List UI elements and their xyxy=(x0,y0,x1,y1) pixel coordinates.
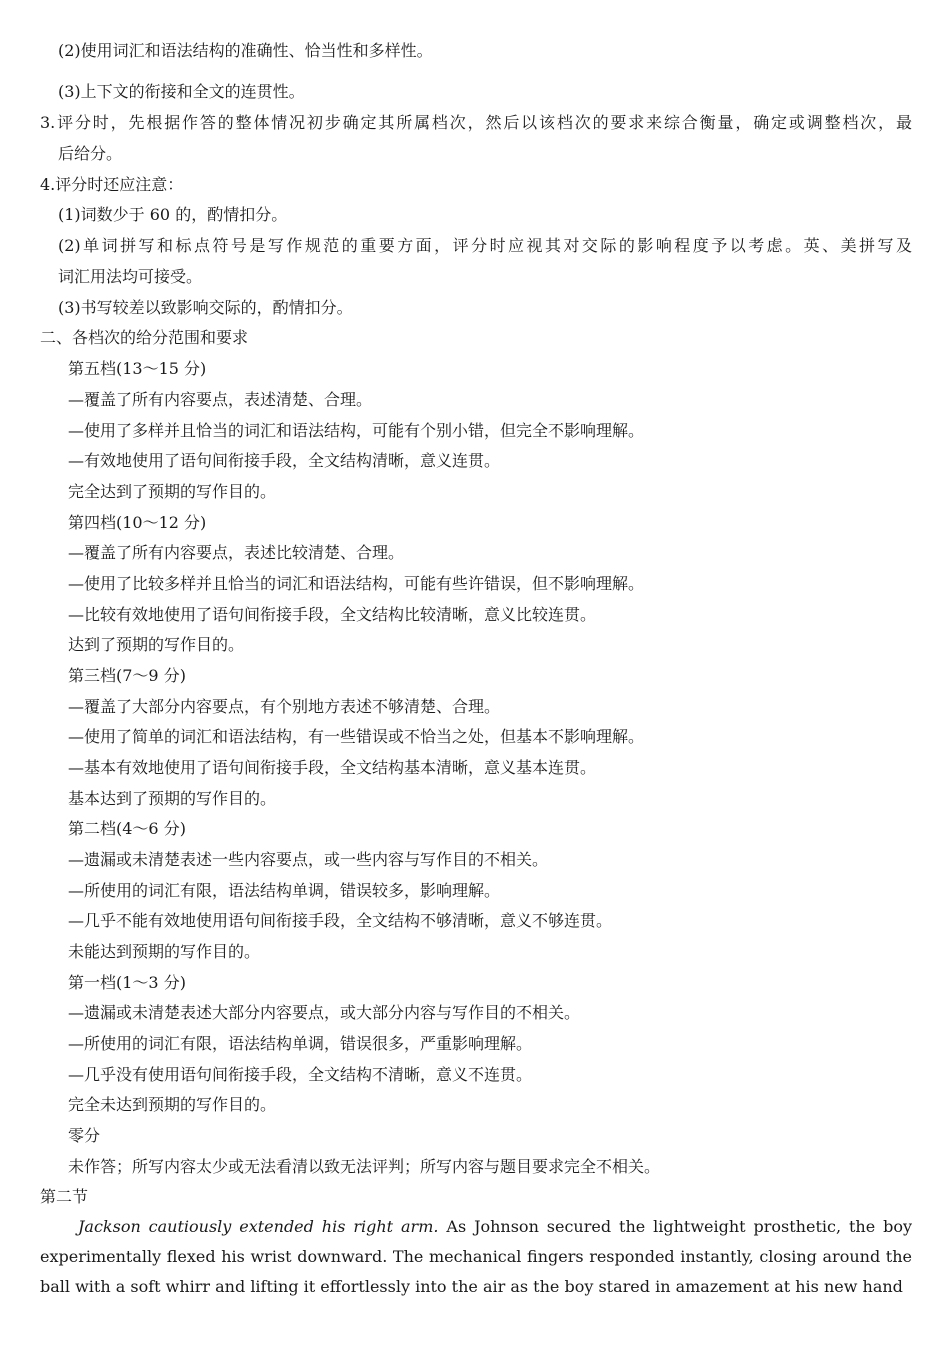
level-1-item: —所使用的词汇有限，语法结构单调，错误很多，严重影响理解。 xyxy=(68,1034,533,1053)
level-2-title: 第二档(4～6 分) xyxy=(68,819,186,838)
level-4-title: 第四档(10～12 分) xyxy=(68,513,207,532)
passage-line-1-rest: As Johnson secured the lightweight prosthetic, the boy xyxy=(438,1217,912,1236)
note-2-line-1: (2)单词拼写和标点符号是写作规范的重要方面，评分时应视其对交际的影响程度予以考虑。英、美拼写及 xyxy=(58,236,912,255)
level-2-item: —遗漏或未清楚表述一些内容要点，或一些内容与写作目的不相关。 xyxy=(68,850,549,869)
clipped-top-line: (2)使用词汇和语法结构的准确性、恰当性和多样性。 xyxy=(58,41,433,60)
level-1-item: —遗漏或未清楚表述大部分内容要点，或大部分内容与写作目的不相关。 xyxy=(68,1003,581,1022)
level-1-item: —几乎没有使用语句间衔接手段，全文结构不清晰，意义不连贯。 xyxy=(68,1065,533,1084)
note-1: (1)词数少于 60 的，酌情扣分。 xyxy=(58,205,288,224)
level-4-item: —比较有效地使用了语句间衔接手段，全文结构比较清晰，意义比较连贯。 xyxy=(68,605,597,624)
section-2-heading: 二、各档次的给分范围和要求 xyxy=(40,328,249,347)
level-3-item: —覆盖了大部分内容要点，有个别地方表述不够清楚、合理。 xyxy=(68,697,501,716)
passage-italic-sentence: Jackson cautiously extended his right arm. xyxy=(78,1217,439,1236)
passage-line-2: experimentally flexed his wrist downward. The mechanical fingers responded instantly, closing around the xyxy=(40,1247,912,1266)
level-3-item: —基本有效地使用了语句间衔接手段，全文结构基本清晰，意义基本连贯。 xyxy=(68,758,597,777)
rule-4: 4.评分时还应注意： xyxy=(40,175,184,194)
level-4-item: —覆盖了所有内容要点，表述比较清楚、合理。 xyxy=(68,543,405,562)
passage-line-1 xyxy=(78,1216,912,1238)
level-1-item: 完全未达到预期的写作目的。 xyxy=(68,1095,277,1114)
rule-3-line-1: 3.评分时，先根据作答的整体情况初步确定其所属档次，然后以该档次的要求来综合衡量，确定或调整档次，最 xyxy=(40,113,912,132)
note-2-line-2: 词汇用法均可接受。 xyxy=(58,267,203,286)
criteria-item-3: (3)上下文的衔接和全文的连贯性。 xyxy=(58,82,305,101)
level-5-item: 完全达到了预期的写作目的。 xyxy=(68,482,277,501)
clipped-bottom-line: ball with a soft whirr and lifting it effortlessly into the air as the boy stared in amazement at his new hand xyxy=(40,1277,903,1296)
level-5-item: —有效地使用了语句间衔接手段，全文结构清晰，意义连贯。 xyxy=(68,451,501,470)
level-5-title: 第五档(13～15 分) xyxy=(68,359,207,378)
level-2-item: —所使用的词汇有限，语法结构单调，错误较多，影响理解。 xyxy=(68,881,501,900)
part-2-heading: 第二节 xyxy=(40,1187,89,1206)
rule-3-line-2: 后给分。 xyxy=(58,144,123,163)
level-2-item: —几乎不能有效地使用语句间衔接手段，全文结构不够清晰，意义不够连贯。 xyxy=(68,911,613,930)
level-3-title: 第三档(7～9 分) xyxy=(68,666,186,685)
level-5-item: —覆盖了所有内容要点，表述清楚、合理。 xyxy=(68,390,373,409)
level-4-item: 达到了预期的写作目的。 xyxy=(68,635,245,654)
level-0-title: 零分 xyxy=(68,1126,101,1145)
level-2-item: 未能达到预期的写作目的。 xyxy=(68,942,261,961)
note-3: (3)书写较差以致影响交际的，酌情扣分。 xyxy=(58,298,353,317)
level-4-item: —使用了比较多样并且恰当的词汇和语法结构，可能有些许错误，但不影响理解。 xyxy=(68,574,645,593)
level-3-item: 基本达到了预期的写作目的。 xyxy=(68,789,277,808)
level-5-item: —使用了多样并且恰当的词汇和语法结构，可能有个别小错，但完全不影响理解。 xyxy=(68,421,645,440)
level-0-item: 未作答；所写内容太少或无法看清以致无法评判；所写内容与题目要求完全不相关。 xyxy=(68,1157,661,1176)
level-3-item: —使用了简单的词汇和语法结构，有一些错误或不恰当之处，但基本不影响理解。 xyxy=(68,727,645,746)
level-1-title: 第一档(1～3 分) xyxy=(68,973,186,992)
